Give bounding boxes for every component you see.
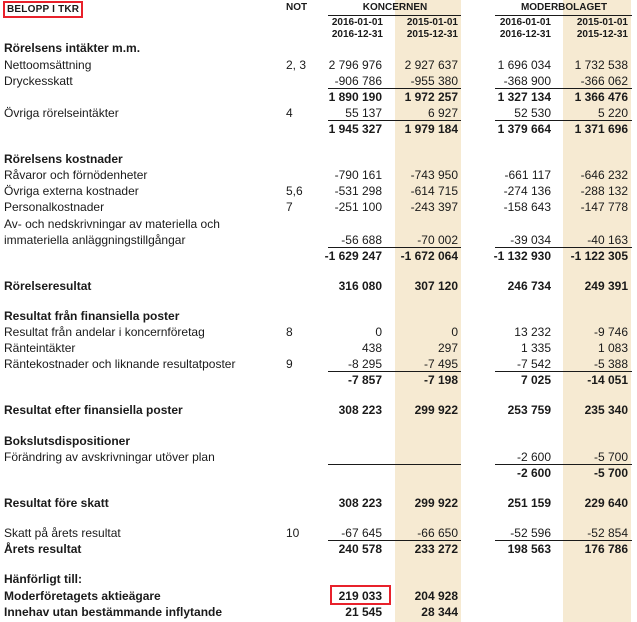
value-cell: -2 600 [516,450,551,464]
value-cell: 21 545 [345,605,382,619]
value-cell: 235 340 [584,403,628,417]
value-cell: 52 530 [514,106,551,120]
row-label: Dryckesskatt [4,74,73,88]
value-cell: -274 136 [503,184,551,198]
value-cell: -66 650 [417,526,458,540]
value-cell: -661 117 [504,168,551,182]
row-label: Av- och nedskrivningar av materiella och [4,217,220,231]
group-rule-koncern [328,15,461,16]
value-cell: -906 786 [334,74,382,88]
value-cell: 299 922 [414,403,458,417]
table-row [0,216,637,232]
value-cell: -70 002 [417,233,458,247]
value-cell: -1 629 247 [324,249,382,263]
value-cell: -9 746 [593,325,628,339]
value-cell: -288 132 [580,184,628,198]
value-cell: 299 922 [414,496,458,510]
table-row [0,278,637,294]
period-from-0: 2016-01-01 [331,17,383,28]
value-cell: 1 972 257 [404,90,458,104]
subtotal-rule [328,540,461,541]
value-cell: -368 900 [503,74,551,88]
subtotal-rule [495,120,632,121]
value-cell: 1 327 134 [497,90,551,104]
section-title: Bokslutsdispositioner [4,434,131,448]
value-cell: -40 163 [587,233,628,247]
table-row [0,541,637,557]
table-row [0,73,637,89]
value-cell: 251 159 [507,496,551,510]
table-row [0,57,637,73]
table-row [0,588,637,604]
group-rule-moder [495,15,632,16]
row-label: Övriga rörelseintäkter [4,106,119,120]
value-cell: -5 700 [593,466,628,480]
period-from-1: 2015-01-01 [406,17,458,28]
subtotal-rule [495,371,632,372]
table-row [0,89,637,105]
value-cell: 6 927 [427,106,458,120]
value-cell: -1 672 064 [400,249,458,263]
value-cell: -1 122 305 [570,249,628,263]
table-row [0,604,637,620]
value-cell: -52 596 [510,526,551,540]
row-label: immateriella anläggningstillgångar [4,233,186,247]
row-label: Resultat före skatt [4,496,109,510]
group-header-koncern: KONCERNEN [362,2,428,13]
row-label: Räntekostnader och liknande resultatposter [4,357,236,371]
value-cell: 316 080 [338,279,382,293]
table-row [0,495,637,511]
row-label: Ränteintäkter [4,341,76,355]
section-heading [0,308,637,324]
value-cell: 1 366 476 [574,90,628,104]
value-cell: 176 786 [584,542,628,556]
value-cell: 2 927 637 [404,58,458,72]
table-row [0,105,637,121]
row-label: Årets resultat [4,542,82,556]
value-cell: -67 645 [341,526,382,540]
table-row [0,121,637,137]
value-cell: 198 563 [507,542,551,556]
period-to-3: 2015-12-31 [576,29,628,40]
value-cell: 240 578 [338,542,382,556]
value-cell: 229 640 [584,496,628,510]
table-row [0,199,637,215]
subtotal-rule [328,247,461,248]
section-title: Hänförligt till: [4,572,82,586]
row-label: Personalkostnader [4,200,105,214]
period-to-2: 2016-12-31 [499,29,551,40]
row-note: 9 [286,357,293,371]
subtotal-rule [328,120,461,121]
value-cell: 1 945 327 [328,122,382,136]
period-to-1: 2015-12-31 [406,29,458,40]
table-row [0,449,637,465]
value-cell: -39 034 [510,233,551,247]
row-label: Nettoomsättning [4,58,92,72]
row-note: 8 [286,325,293,339]
value-cell: 1 979 184 [404,122,458,136]
row-label: Resultat efter finansiella poster [4,403,183,417]
period-from-3: 2015-01-01 [576,17,628,28]
value-cell: -8 295 [347,357,382,371]
row-label: Moderföretagets aktieägare [4,589,161,603]
value-cell: 0 [451,325,458,339]
value-cell: 1 696 034 [497,58,551,72]
value-cell: -531 298 [334,184,382,198]
value-cell: 308 223 [338,403,382,417]
value-cell: -955 380 [410,74,458,88]
subtotal-rule [328,371,461,372]
note-header: NOT [286,2,308,13]
row-label: Resultat från andelar i koncernföretag [4,325,205,339]
row-note: 2, 3 [286,58,307,72]
table-row [0,167,637,183]
value-cell: 308 223 [338,496,382,510]
value-cell: -7 857 [347,373,382,387]
value-cell: 1 335 [520,341,551,355]
row-label: Skatt på årets resultat [4,526,121,540]
section-heading [0,433,637,449]
row-label: Rörelseresultat [4,279,92,293]
row-note: 10 [286,526,300,540]
table-row [0,402,637,418]
value-cell: -7 495 [423,357,458,371]
table-row [0,525,637,541]
table-row [0,248,637,264]
value-cell: 307 120 [414,279,458,293]
value-cell: 5 220 [597,106,628,120]
group-header-moder: MODERBOLAGET [520,2,608,13]
subtotal-rule [495,540,632,541]
subtotal-rule [328,464,461,465]
value-cell: 0 [375,325,382,339]
value-cell: 1 890 190 [328,90,382,104]
value-cell: 28 344 [421,605,458,619]
value-cell: 1 379 664 [497,122,551,136]
value-cell: -56 688 [341,233,382,247]
value-cell: 1 083 [597,341,628,355]
row-label: Råvaror och förnödenheter [4,168,148,182]
table-row [0,372,637,388]
value-cell: -366 062 [580,74,628,88]
value-cell: -7 198 [423,373,458,387]
table-row [0,465,637,481]
value-cell: -7 542 [516,357,551,371]
value-cell: -646 232 [580,168,628,182]
table-row [0,324,637,340]
section-title: Rörelsens kostnader [4,152,123,166]
value-cell: -147 778 [580,200,628,214]
value-cell: -158 643 [503,200,551,214]
table-row [0,232,637,248]
value-cell: 55 137 [345,106,382,120]
value-cell: -243 397 [410,200,458,214]
table-row [0,183,637,199]
value-cell: 1 732 538 [574,58,628,72]
period-to-0: 2016-12-31 [331,29,383,40]
subtotal-rule [328,88,461,89]
table-row [0,356,637,372]
row-note: 7 [286,200,293,214]
value-cell: -2 600 [516,466,551,480]
value-cell: 233 272 [414,542,458,556]
section-title: Resultat från finansiella poster [4,309,180,323]
value-cell: 246 734 [507,279,551,293]
subtotal-rule [495,88,632,89]
subtotal-rule [495,464,632,465]
value-cell: 2 796 976 [328,58,382,72]
value-cell: -251 100 [334,200,382,214]
subtotal-rule [495,247,632,248]
unit-label: BELOPP I TKR [3,1,83,18]
value-cell: 13 232 [514,325,551,339]
row-label: Övriga externa kostnader [4,184,139,198]
section-heading [0,571,637,587]
value-cell: 219 033 [338,589,382,603]
row-label: Förändring av avskrivningar utöver plan [4,450,215,464]
period-from-2: 2016-01-01 [499,17,551,28]
row-label: Innehav utan bestämmande inflytande [4,605,223,619]
value-cell: 253 759 [507,403,551,417]
value-cell: 249 391 [584,279,628,293]
value-cell: 1 371 696 [574,122,628,136]
value-cell: 204 928 [414,589,458,603]
section-heading [0,151,637,167]
value-cell: 438 [361,341,382,355]
table-row [0,340,637,356]
value-cell: -790 161 [334,168,382,182]
value-cell: -5 388 [593,357,628,371]
section-title: Rörelsens intäkter m.m. [4,41,141,55]
value-cell: -614 715 [410,184,458,198]
value-cell: -743 950 [410,168,458,182]
value-cell: 297 [437,341,458,355]
value-cell: -1 132 930 [493,249,551,263]
row-note: 4 [286,106,293,120]
section-heading [0,40,637,56]
row-note: 5,6 [286,184,303,198]
value-cell: -52 854 [587,526,628,540]
value-cell: 7 025 [520,373,551,387]
value-cell: -14 051 [587,373,628,387]
value-cell: -5 700 [593,450,628,464]
